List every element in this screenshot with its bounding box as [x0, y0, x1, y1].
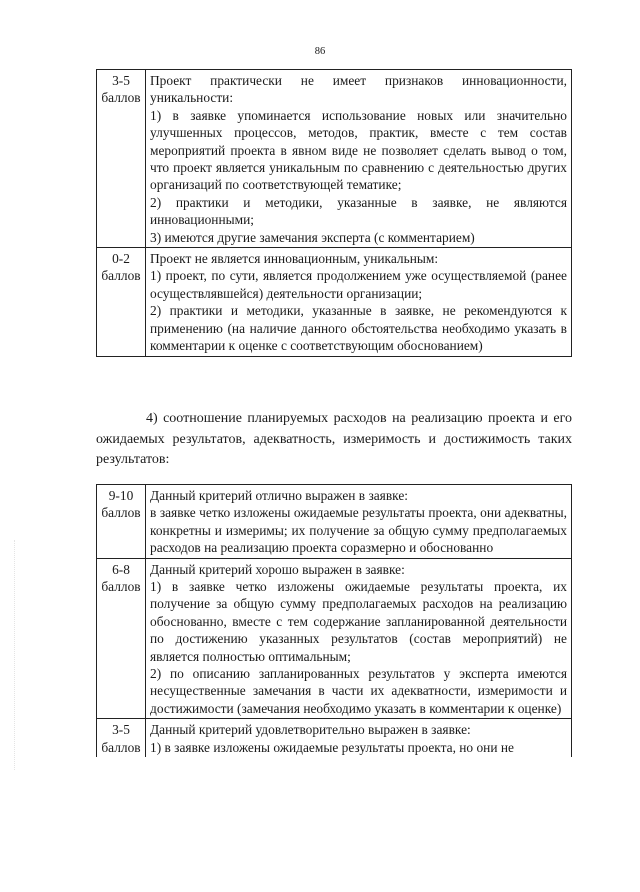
criterion-item: 1) проект, по сути, является продолжением уже осуществляемой (ранее осуществлявшейся) деятельности организации;: [150, 268, 567, 301]
score-range: 9-10: [108, 488, 134, 503]
criterion-heading: Проект не является инновационным, уникальным:: [150, 251, 439, 267]
criteria-table-innovation: [96, 69, 572, 357]
score-range: 3-5: [112, 73, 130, 88]
table-row: [97, 248, 572, 356]
criterion-item: 1) в заявке четко изложены ожидаемые результаты проекта, их получение за общую сумму предполагаемых расходов на реализацию обоснованно, вместе с тем содержание запланированной деятельности по достижению указанных результатов (состав мероприятий) не является полностью оптимальным;: [150, 579, 567, 664]
criterion-item: в заявке четко изложены ожидаемые результаты проекта, они адекватны, конкретны и измеримы; их получение за общую сумму предполагаемых расходов на реализацию проекта соразмерно и обоснованно: [150, 505, 567, 556]
score-cell: [97, 70, 146, 248]
description-cell: [146, 248, 572, 356]
score-cell: [97, 719, 146, 757]
table-row: [97, 558, 572, 719]
score-cell: [97, 248, 146, 356]
criterion-item: 2) по описанию запланированных результатов у эксперта имеются несущественные замечания в части их адекватности, измеримости и достижимости (замечания необходимо указать в комментарии к оценке): [150, 666, 567, 716]
criteria-table-results: [96, 484, 572, 757]
criterion-heading: Данный критерий хорошо выражен в заявке:: [150, 561, 405, 577]
criterion-item: 2) практики и методики, указанные в заявке, не являются инновационными;: [150, 194, 567, 228]
criterion-item: 2) практики и методики, указанные в заявке, не рекомендуются к применению (на наличие данного обстоятельства необходимо указать в комментарии к оценке с соответствующим обоснованием): [150, 303, 567, 354]
criterion-item: 1) в заявке упоминается использование новых или значительно улучшенных процессов, методов, практик, вместе с тем состав мероприятий проекта в явном виде не позволяет сделать вывод о том, что проект является уникальным по сравнению с деятельностью других организаций по соответствующей тематике;: [150, 107, 567, 193]
criterion-paragraph-text: 4) соотношение планируемых расходов на реализацию проекта и его ожидаемых результатов, адекватность, измеримость и достижимость таких результатов:: [96, 411, 572, 467]
table-row: [97, 719, 572, 757]
score-unit: баллов: [101, 579, 141, 595]
score-range: 0-2: [112, 251, 130, 267]
description-cell: [146, 485, 572, 559]
score-cell: [97, 485, 146, 559]
score-cell: [97, 558, 146, 719]
criterion-item: 1) в заявке изложены ожидаемые результаты проекта, но они не: [150, 739, 514, 755]
table-row: [97, 70, 572, 248]
score-range: 3-5: [112, 722, 130, 738]
score-range: 6-8: [112, 561, 130, 577]
criterion-paragraph: [96, 409, 572, 471]
score-unit: баллов: [101, 505, 141, 521]
criterion-heading: Данный критерий отлично выражен в заявке:: [150, 488, 408, 503]
scan-margin-mark: [14, 540, 23, 770]
criterion-heading: Проект практически не имеет признаков инновационности, уникальности:: [150, 73, 567, 106]
score-unit: баллов: [101, 268, 141, 284]
description-cell: [146, 558, 572, 719]
description-cell: [146, 70, 572, 248]
description-cell: [146, 719, 572, 757]
criterion-item: 3) имеются другие замечания эксперта (с комментарием): [150, 229, 475, 245]
score-unit: баллов: [101, 90, 141, 106]
page-number: 86: [314, 46, 326, 57]
criterion-heading: Данный критерий удовлетворительно выражен в заявке:: [150, 722, 471, 738]
table-row: [97, 485, 572, 559]
score-unit: баллов: [101, 739, 141, 755]
